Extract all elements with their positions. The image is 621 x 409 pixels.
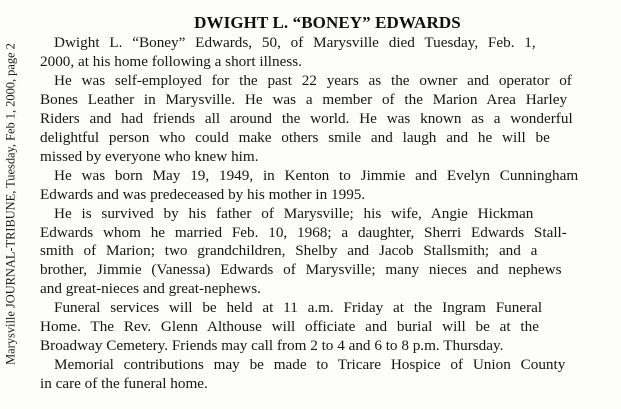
article-line: He is survived by his father of Marysville; his wife, Angie Hickman — [54, 204, 534, 222]
article-line: in care of the funeral home. — [40, 375, 208, 393]
article-line: Dwight L. “Boney” Edwards, 50, of Marysville died Tuesday, Feb. 1, — [54, 34, 536, 51]
article-line: and great-nieces and great-nephews. — [40, 280, 261, 298]
article-line: Funeral services will be held at 11 a.m. Friday at the Ingram Funeral — [54, 299, 543, 317]
article-line: He was born May 19, 1949, in Kenton to Jimmie and Evelyn Cunningham — [54, 166, 579, 184]
article-line: smith of Marion; two grandchildren, Shelby and Jacob Stallsmith; and a — [40, 242, 538, 260]
source-citation: Marysville JOURNAL-TRIBUNE, Tuesday, Feb 1, 2000, page 2 — [3, 43, 18, 365]
article-line: Edwards and was predeceased by his mother in 1995. — [40, 185, 366, 203]
article-line: Memorial contributions may be made to Tricare Hospice of Union County — [54, 356, 566, 374]
article-line: Edwards whom he married Feb. 10, 1968; a daughter, Sherri Edwards Stall- — [40, 223, 567, 241]
article-line: Bones Leather in Marysville. He was a member of the Marion Area Harley — [40, 90, 568, 108]
article-line: He was self-employed for the past 22 years as the owner and operator of — [54, 71, 572, 89]
obituary-headline: DWIGHT L. “BONEY” EDWARDS — [194, 13, 461, 32]
obituary-article — [40, 12, 615, 404]
side-caption — [0, 0, 24, 409]
article-line: 2000, at his home following a short illness. — [40, 52, 302, 70]
article-line: missed by everyone who knew him. — [40, 147, 259, 165]
article-line: Home. The Rev. Glenn Althouse will officiate and burial will be at the — [40, 318, 539, 336]
article-line: brother, Jimmie (Vanessa) Edwards of Marysville; many nieces and nephews — [40, 261, 562, 279]
article-line: delightful person who could make others smile and laugh and he will be — [40, 128, 550, 146]
article-line: Riders and had friends all around the world. He was known as a wonderful — [40, 109, 573, 127]
article-line: Broadway Cemetery. Friends may call from 2 to 4 and 6 to 8 p.m. Thursday. — [40, 337, 504, 355]
